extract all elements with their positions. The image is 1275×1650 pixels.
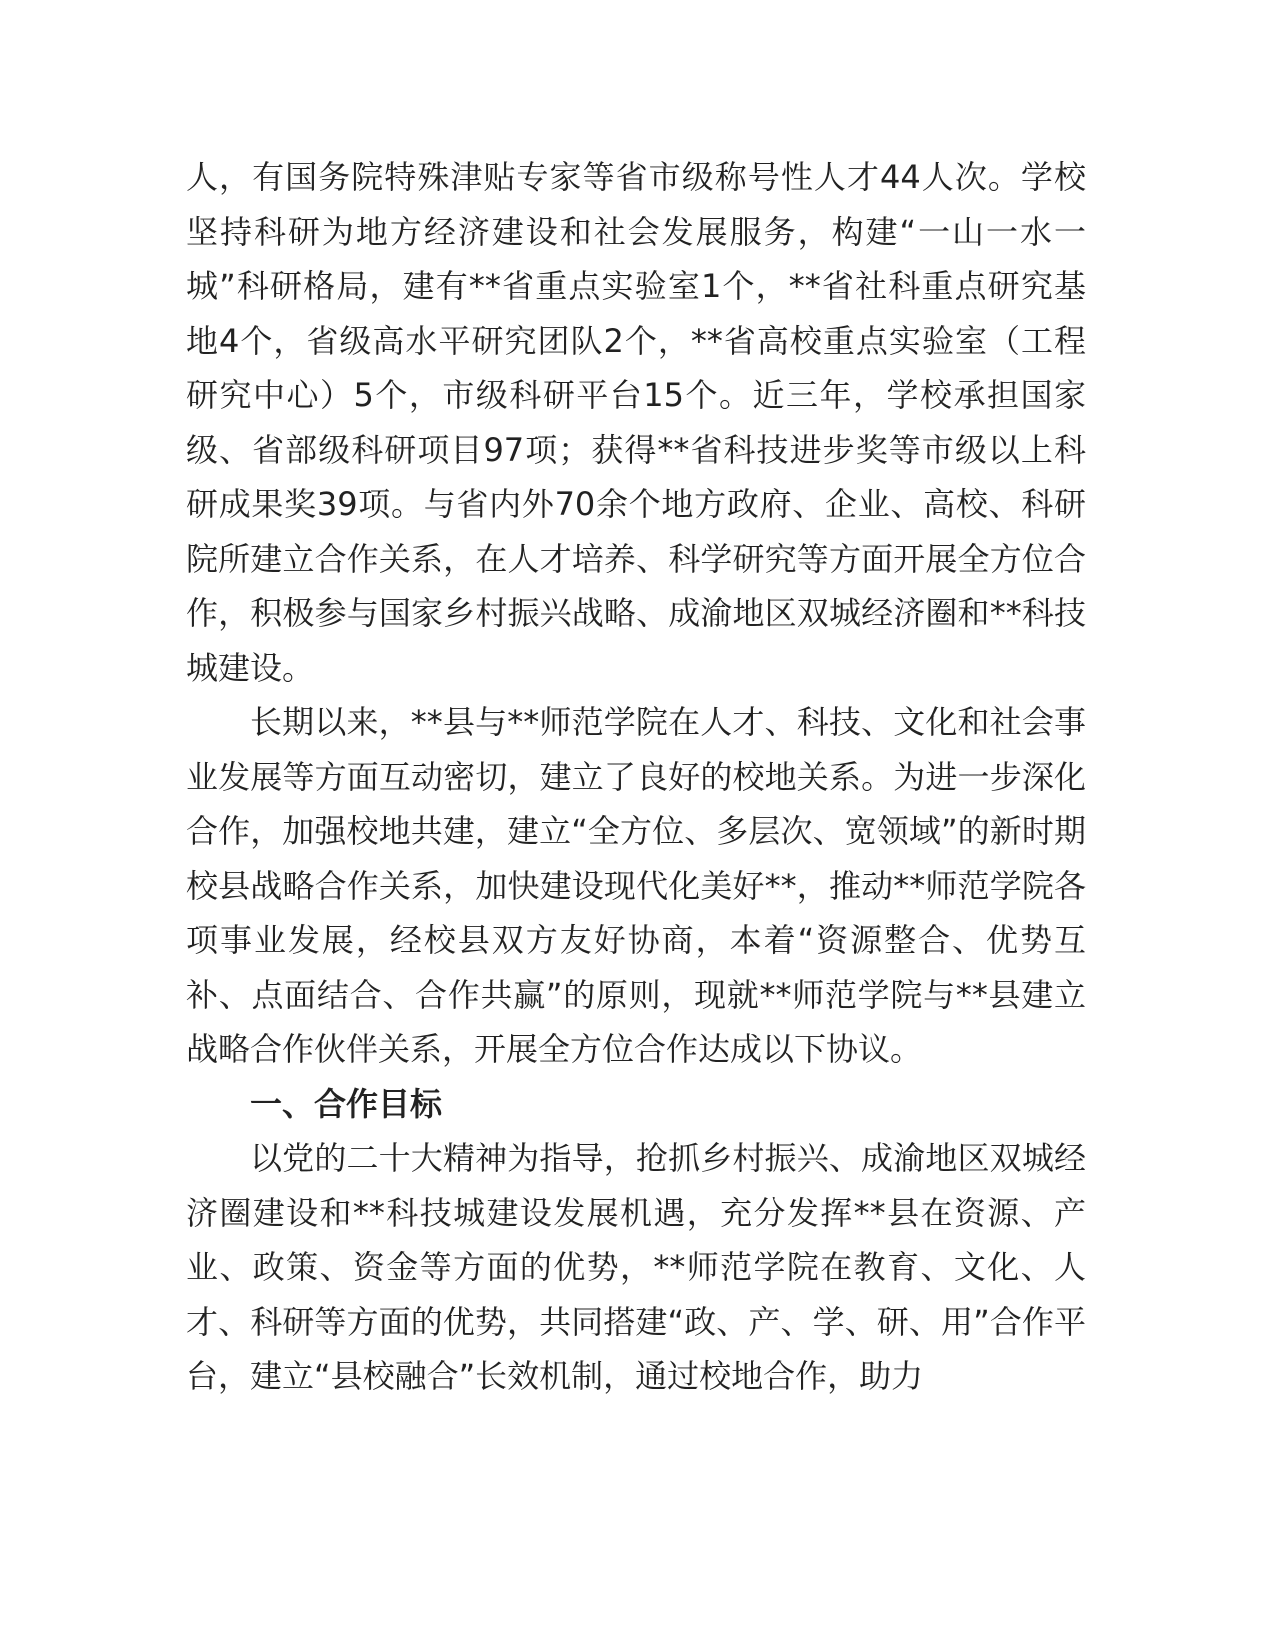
paragraph-cooperation-goals: 以党的二十大精神为指导，抢抓乡村振兴、成渝地区双城经济圈建设和**科技城建设发展机遇，充分发挥**县在资源、产业、政策、资金等方面的优势，**师范学院在教育、文化、人才、科研等方面的优势，共同搭建“政、产、学、研、用”合作平台，建立“县校融合”长效机制，通过校地合作，助力 [186,1139,1086,1395]
paragraph-talent-research: 人，有国务院特殊津贴专家等省市级称号性人才44人次。学校坚持科研为地方经济建设和社会发展服务，构建“一山一水一城”科研格局，建有**省重点实验室1个，**省社科重点研究基地4个，省级高水平研究团队2个，**省高校重点实验室（工程研究中心）5个，市级科研平台15个。近三年，学校承担国家级、省部级科研项目97项；获得**省科技进步奖等市级以上科研成果奖39项。与省内外70余个地方政府、企业、高校、科研院所建立合作关系，在人才培养、科学研究等方面开展全方位合作，积极参与国家乡村振兴战略、成渝地区双城经济圈和**科技城建设。 [186,158,1086,687]
paragraph-cooperation-background: 长期以来，**县与**师范学院在人才、科技、文化和社会事业发展等方面互动密切，建立了良好的校地关系。为进一步深化合作，加强校地共建，建立“全方位、多层次、宽领域”的新时期校县战略合作关系，加快建设现代化美好**，推动**师范学院各项事业发展，经校县双方友好协商，本着“资源整合、优势互补、点面结合、合作共赢”的原则，现就**师范学院与**县建立战略合作伙伴关系，开展全方位合作达成以下协议。 [186,703,1086,1068]
document-body [186,150,1086,1404]
section-heading-cooperation-goals: 一、合作目标 [250,1084,443,1123]
